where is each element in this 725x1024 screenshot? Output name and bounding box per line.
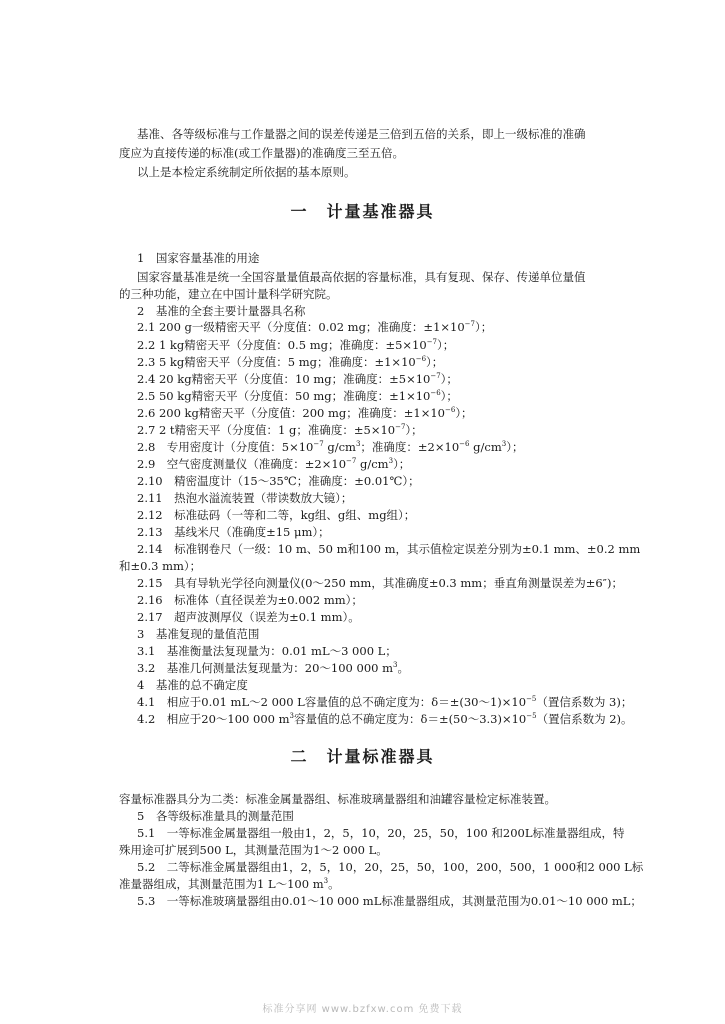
item-2-11: 2.11 热泡水溢流装置（带读数放大镜）；: [137, 491, 353, 505]
item-5-3: 5.3 一等标准玻璃量器组由0.01～10 000 mL标准量器组成，其测量范围为0.01～10 000 mL；: [137, 894, 642, 908]
item-2-13: 2.13 基线米尺（准确度±15 μm）；: [137, 525, 330, 539]
item-2-3: 2.3 5 kg精密天平（分度值：5 mg；准确度：$\pm 1\times 10^{-6}$）；: [137, 355, 444, 369]
item-4-2: 4.2 相应于20～100 000 $m^3$容量值的总不确定度为：$\delta=\pm(50\sim 3.3)\times 10^{-5}$（置信系数为 2)。: [137, 712, 633, 726]
item-2-14-cont: 和±0.3 mm）；: [119, 559, 202, 573]
item-5-1-line2: 殊用途可扩展到500 L，其测量范围为1～2 000 L。: [119, 843, 388, 857]
item-2-2: 2.2 1 kg精密天平（分度值：0.5 mg；准确度：$\pm 5\times 10^{-7}$）；: [137, 338, 455, 352]
section1-heading-1: 1 国家容量基准的用途: [137, 251, 260, 265]
item-3-2: 3.2 基准几何测量法复现量为：20～100 000 $m^3$。: [137, 661, 410, 675]
section1-heading-3: 3 基准复现的量值范围: [137, 627, 260, 641]
intro-para2: 以上是本检定系统制定所依据的基本原则。: [137, 165, 356, 179]
item-2-14: 2.14 标准钢卷尺（一级：10 m、50 m和100 m，其示值检定误差分别为±0.1 mm、±0.2 mm: [137, 542, 641, 556]
item-2-1: 2.1 200 g一级精密天平（分度值：0.02 mg；准确度：$\pm 1\times 10^{-7}$）；: [137, 320, 493, 334]
item-3-1: 3.1 基准衡量法复现量为：0.01 mL～3 000 L；: [137, 644, 397, 658]
item-2-6: 2.6 200 kg精密天平（分度值：200 mg；准确度：$\pm 1\times 10^{-6}$）；: [137, 406, 473, 420]
item-5-1-line1: 5.1 一等标准金属量器组一般由1，2，5，10，20，25，50，100 和200L标准量器组成，特: [137, 826, 625, 840]
item-2-16: 2.16 标准体（直径误差为±0.002 mm）；: [137, 593, 363, 607]
item-4-1: 4.1 相应于0.01 mL～2 000 L容量值的总不确定度为：$\delta=\pm(30\sim 1)\times 10^{-5}$（置信系数为 3)；: [137, 695, 633, 709]
item-2-12: 2.12 标准砝码（一等和二等，kg组、g组、mg组）；: [137, 508, 416, 522]
item-2-5: 2.5 50 kg精密天平（分度值：50 mg；准确度：$\pm 1\times 10^{-6}$）；: [137, 389, 458, 403]
section1-para1-line1: 国家容量基准是统一全国容量量值最高依据的容量标准，具有复现、保存、传递单位量值: [137, 270, 586, 284]
item-5-2-line1: 5.2 二等标准金属量器组由1，2，5，10，20，25，50，100，200，500，1 000和2 000 L标: [137, 860, 644, 874]
item-2-7: 2.7 2 t精密天平（分度值：1 g；准确度：$\pm 5\times 10^{-7}$）；: [137, 423, 423, 437]
section2-title: 二 计量标准器具: [290, 747, 435, 766]
item-2-9: 2.9 空气密度测量仪（准确度：$\pm 2\times 10^{-7}$ $g/cm^3$）；: [137, 457, 411, 471]
item-2-8: 2.8 专用密度计（分度值：$5\times 10^{-7}$ $g/cm^3$；准确度：$\pm 2\times 10^{-6}$ $g/cm^3$）；: [137, 440, 524, 454]
item-2-17: 2.17 超声波测厚仪（误差为±0.1 mm）。: [137, 610, 360, 624]
item-2-4: 2.4 20 kg精密天平（分度值：10 mg；准确度：$\pm 5\times 10^{-7}$）；: [137, 372, 458, 386]
intro-para1-line1: 基准、各等级标准与工作量器之间的误差传递是三倍到五倍的关系，即上一级标准的准确: [137, 127, 586, 141]
section1-heading-2: 2 基准的全套主要计量器具名称: [137, 304, 306, 318]
section2-heading-5: 5 各等级标准量具的测量范围: [137, 809, 294, 823]
footer-watermark: 标准分享网 www.bzfxw.com 免费下载: [262, 1004, 463, 1015]
item-2-10: 2.10 精密温度计（15～35℃；准确度：±0.01℃）；: [137, 474, 420, 488]
section2-para1: 容量标准器具分为二类：标准金属量器组、标准玻璃量器组和油罐容量检定标准装置。: [119, 792, 556, 806]
section1-title: 一 计量基准器具: [290, 202, 435, 221]
section1-para1-line2: 的三种功能，建立在中国计量科学研究院。: [119, 287, 338, 301]
section1-heading-4: 4 基准的总不确定度: [137, 678, 248, 692]
item-5-2-line2: 准量器组成，其测量范围为1 L～100 $m^3$。: [119, 877, 340, 891]
item-2-15: 2.15 具有导轨光学径向测量仪(0～250 mm，其准确度±0.3 mm；垂直角测量误差为±6″)；: [137, 576, 623, 590]
intro-para1-line2: 度应为直接传递的标准(或工作量器)的准确度三至五倍。: [119, 146, 404, 160]
